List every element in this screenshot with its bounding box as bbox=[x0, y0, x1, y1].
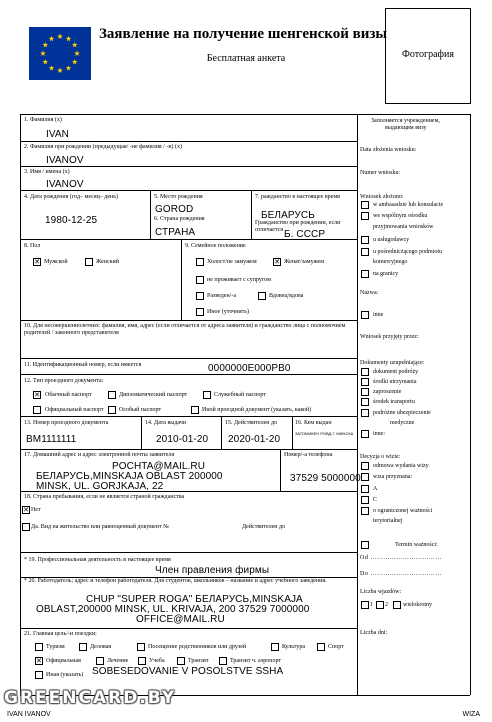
address-line1[interactable]: БЕЛАРУСЬ,MINSKAJA OBLAST 200000 bbox=[36, 471, 223, 482]
separated-checkbox[interactable] bbox=[196, 276, 204, 284]
field1-label: 1. Фамилия (x) bbox=[24, 117, 62, 123]
decision-opt5: o ograniczonej ważności bbox=[373, 508, 433, 514]
email-input[interactable]: POCHTA@MAIL.RU bbox=[112, 461, 206, 472]
field7-label: 7. ражданство в настоящее время bbox=[255, 194, 340, 200]
phone-label: Номер/-а телефона bbox=[284, 452, 333, 458]
doc-opt2: środki utrzymania bbox=[373, 379, 417, 385]
entries-label: Liczba wjazdów: bbox=[360, 589, 402, 595]
id-number-input[interactable]: 0000000E000PB0 bbox=[208, 363, 291, 374]
birth-country-input[interactable]: СТРАНА bbox=[155, 227, 196, 238]
field6-label: 6. Страна рождения bbox=[154, 216, 205, 222]
doc-invitation-checkbox[interactable] bbox=[361, 388, 369, 396]
field15-label: 15. Действителен до bbox=[225, 420, 278, 426]
decision-label: Decyzja o wizie: bbox=[360, 454, 401, 460]
filed-opt3: przyjmowania wniosków bbox=[373, 224, 434, 230]
no-residence-label: Нет bbox=[31, 507, 41, 513]
divorced-checkbox[interactable] bbox=[196, 292, 204, 300]
filed-opt1: w ambasadzie lub konsulacie bbox=[373, 202, 444, 208]
validity-to[interactable]: Do …………………………… bbox=[360, 571, 442, 577]
purpose-other-input[interactable]: SOBESEDOVANIE V POSOLSTVE SSHA bbox=[92, 666, 284, 677]
special-passport-checkbox[interactable] bbox=[108, 406, 116, 414]
watermark: GREENCARD.BY bbox=[4, 688, 177, 708]
filed-border-checkbox[interactable] bbox=[361, 270, 369, 278]
flag-star-icon bbox=[42, 42, 48, 47]
yes-residence-label: Да. Вид на жительство или равноценный документ № bbox=[31, 524, 169, 530]
decision-opt2: wiza przyznana: bbox=[373, 474, 413, 480]
official-passport-label: Официальный паспорт bbox=[45, 407, 104, 413]
citizenship-input[interactable]: БЕЛАРУСЬ bbox=[261, 210, 315, 221]
field14-label: 14. Дата выдачи bbox=[145, 420, 187, 426]
filed-opt6: komercyjnego bbox=[373, 259, 408, 265]
col-line bbox=[150, 190, 151, 239]
doc-opt7: inne: bbox=[373, 431, 385, 437]
purpose-medical-label: Лечение bbox=[107, 658, 129, 664]
decision-refused-checkbox[interactable] bbox=[361, 462, 369, 470]
purpose-sport-checkbox[interactable] bbox=[317, 643, 325, 651]
photo-box[interactable] bbox=[385, 8, 471, 104]
doc-opt5: podróżne ubezpieczenie bbox=[373, 410, 431, 416]
purpose-medical-checkbox[interactable] bbox=[96, 657, 104, 665]
doc-insurance-checkbox[interactable] bbox=[361, 409, 369, 417]
row-line bbox=[20, 320, 357, 321]
separated-label: не проживает с супругом bbox=[207, 277, 271, 283]
field12-label: 12. Тип проездного документа: bbox=[24, 378, 104, 384]
flag-star-icon bbox=[57, 68, 63, 73]
diplomatic-passport-label: Дипломатический паспорт bbox=[119, 392, 188, 398]
decision-opt3: A bbox=[373, 486, 378, 492]
field5-label: 5. Место рождения bbox=[154, 194, 203, 200]
purpose-visit-checkbox[interactable] bbox=[137, 643, 145, 651]
decision-opt4: C bbox=[373, 497, 378, 503]
field10-label: 10. Для несовершеннолетних: фамилия, имя, адрес (если отличается от адреса заявителя) и гражданство лица с полномочием родителей / законного представителя bbox=[24, 323, 346, 336]
row-line bbox=[20, 552, 357, 553]
field21-label: 21. Главная цель/-и поездки: bbox=[24, 631, 97, 637]
widowed-label: Вдовец/вдова bbox=[269, 293, 304, 299]
purpose-tourism-label: Туризм bbox=[46, 644, 65, 650]
purpose-culture-checkbox[interactable] bbox=[271, 643, 279, 651]
filed-label: Wniosek złożono: bbox=[360, 194, 404, 200]
male-checkbox[interactable]: ✕ bbox=[34, 258, 40, 266]
flag-star-icon bbox=[49, 65, 55, 70]
purpose-airport-transit-label: Транзит ч. аэропорт bbox=[230, 658, 282, 664]
visa-a-checkbox[interactable] bbox=[361, 485, 369, 493]
field2-label: 2. Фамилия при рождении (предыдущая/ -ие фамилия / -и) (x) bbox=[24, 144, 183, 150]
photo-label: Фотография bbox=[402, 49, 454, 60]
phone-input[interactable]: 37529 5000000 bbox=[290, 473, 361, 484]
inne-label: inne bbox=[373, 312, 384, 318]
field9-label: 9. Семейное положение bbox=[185, 243, 246, 249]
purpose-transit-checkbox[interactable] bbox=[177, 657, 185, 665]
field11-label: 11. Идентификационный номер, если имеется bbox=[24, 362, 142, 368]
official-head1: Заполняется учреждением, bbox=[371, 118, 440, 124]
field7-label2: Гражданство при рождении, если отличается bbox=[255, 220, 341, 233]
decision-opt1: odmowa wydania wizy bbox=[373, 463, 429, 469]
no-residence-checkbox[interactable]: ✕ bbox=[23, 506, 29, 514]
filed-embassy-checkbox[interactable] bbox=[361, 201, 369, 209]
employer-line3[interactable]: OFFICE@MAIL.RU bbox=[136, 614, 225, 625]
col-line bbox=[280, 449, 281, 491]
frame-left bbox=[20, 114, 21, 695]
purpose-other-label: Иная (указать) bbox=[46, 672, 84, 678]
row-line bbox=[20, 190, 357, 191]
ordinary-passport-label: Обычный паспорт bbox=[45, 392, 92, 398]
field13-label: 13. Номер проездного документа bbox=[24, 420, 109, 426]
purpose-business-checkbox[interactable] bbox=[79, 643, 87, 651]
row-line bbox=[20, 449, 357, 450]
purpose-tourism-checkbox[interactable] bbox=[35, 643, 43, 651]
other-status-checkbox[interactable] bbox=[196, 308, 204, 316]
filed-other-checkbox[interactable] bbox=[361, 311, 369, 319]
residence-valid-label: Действителен до bbox=[242, 524, 286, 530]
field20-label: * 20. Работодатель; адрес и телефон работодателя. Для студентов, школьников – название и адрес учебного заведения. bbox=[24, 578, 327, 584]
days-label: Liczba dni: bbox=[360, 630, 388, 636]
footer-name: IVAN IVANOV bbox=[7, 711, 51, 718]
other-document-checkbox[interactable] bbox=[191, 406, 199, 414]
filed-opt7: na granicy bbox=[373, 271, 399, 277]
validity-checkbox[interactable] bbox=[361, 541, 369, 549]
single-label: Холост/не замужем bbox=[207, 259, 257, 265]
birth-surname-input[interactable]: IVANOV bbox=[46, 155, 84, 166]
row-line bbox=[20, 358, 357, 359]
field4-label: 4. Дата рождения (год– месяц– день) bbox=[24, 194, 118, 200]
diplomatic-passport-checkbox[interactable] bbox=[108, 391, 116, 399]
field8-label: 8. Пол bbox=[24, 243, 41, 249]
divorced-label: Разведен/-а bbox=[207, 293, 237, 299]
married-label: Женат/замужем bbox=[284, 259, 325, 265]
given-name-input[interactable]: IVANOV bbox=[46, 179, 84, 190]
purpose-other-checkbox[interactable] bbox=[35, 671, 43, 679]
frame-top bbox=[20, 114, 470, 115]
row-line bbox=[20, 166, 357, 167]
col-line bbox=[221, 416, 222, 449]
purpose-study-label: Учеба bbox=[149, 658, 165, 664]
flag-star-icon bbox=[57, 34, 63, 39]
birth-place-input[interactable]: GOROD bbox=[155, 204, 194, 215]
purpose-airport-transit-checkbox[interactable] bbox=[219, 657, 227, 665]
filed-provider-checkbox[interactable] bbox=[361, 236, 369, 244]
flag-star-icon bbox=[49, 36, 55, 41]
service-passport-checkbox[interactable] bbox=[203, 391, 211, 399]
purpose-sport-label: Спорт bbox=[328, 644, 344, 650]
purpose-official-label: Официальная bbox=[46, 658, 81, 664]
service-passport-label: Служебный паспорт bbox=[214, 392, 266, 398]
doc-means-checkbox[interactable] bbox=[361, 378, 369, 386]
surname-input[interactable]: IVAN bbox=[46, 129, 69, 140]
doc-opt4: środek transportu bbox=[373, 399, 415, 405]
received-label: Wniosek przyjęty przez: bbox=[360, 334, 419, 340]
purpose-study-checkbox[interactable] bbox=[138, 657, 146, 665]
col-line bbox=[292, 416, 293, 449]
field18-label: 18. Страна пребывания, если не является страной гражданства bbox=[24, 494, 185, 500]
married-checkbox[interactable]: ✕ bbox=[274, 258, 280, 266]
page-subtitle: Бесплатная анкета bbox=[206, 53, 286, 64]
official-head2: выдающим визу bbox=[385, 125, 427, 131]
entries-multi-checkbox[interactable] bbox=[393, 601, 401, 609]
row-line bbox=[20, 374, 357, 375]
entries-1-label: 1 bbox=[370, 602, 373, 608]
docs-label: Dokumenty uzupełniające: bbox=[360, 360, 425, 366]
visa-c-checkbox[interactable] bbox=[361, 496, 369, 504]
passport-number-input[interactable]: BM1111111 bbox=[26, 434, 77, 445]
male-label: Мужской bbox=[44, 259, 68, 265]
single-checkbox[interactable] bbox=[196, 258, 204, 266]
issued-by-input[interactable]: ЗАТОМИКЕН РОВД Г. МИНСКА bbox=[295, 431, 354, 436]
ordinary-passport-checkbox[interactable]: ✕ bbox=[34, 391, 40, 399]
female-checkbox[interactable] bbox=[85, 258, 93, 266]
occupation-input[interactable]: Член правления фирмы bbox=[155, 565, 270, 576]
field3-label: 3. Имя / имена (x) bbox=[24, 169, 70, 175]
expiry-date-input[interactable]: 2020-01-20 bbox=[228, 434, 281, 445]
flag-star-icon bbox=[72, 42, 78, 47]
decision-issued-checkbox[interactable] bbox=[361, 473, 369, 481]
widowed-checkbox[interactable] bbox=[258, 292, 266, 300]
field16-label: 16. Кем выдан bbox=[295, 420, 332, 426]
birth-date-input[interactable]: 1980-12-25 bbox=[45, 215, 98, 226]
row-line bbox=[20, 628, 357, 629]
flag-star-icon bbox=[66, 36, 72, 41]
doc-opt3: zaproszenie bbox=[373, 389, 402, 395]
filed-opt5: u pośrednicżącego podmiotu bbox=[373, 249, 442, 255]
doc-travel-checkbox[interactable] bbox=[361, 368, 369, 376]
number-label: Numer wniosku: bbox=[360, 170, 401, 176]
filed-intermediary-checkbox[interactable] bbox=[361, 248, 369, 256]
page-title: Заявление на получение шенгенской визы bbox=[99, 26, 388, 42]
purpose-transit-label: Транзит bbox=[188, 658, 209, 664]
entries-multi-label: wielokrotny bbox=[403, 602, 432, 608]
purpose-culture-label: Культура bbox=[282, 644, 305, 650]
female-label: Женский bbox=[96, 259, 119, 265]
doc-other-checkbox[interactable] bbox=[361, 430, 369, 438]
footer-doc-type: WIZA bbox=[462, 711, 480, 718]
validity-from[interactable]: Od …………………………… bbox=[360, 555, 442, 561]
employer-line1[interactable]: CHUP "SUPER ROGA" БЕЛАРУСЬ,MINSKAJA bbox=[86, 594, 303, 605]
validity-label: Termin ważności: bbox=[395, 542, 438, 548]
yes-residence-checkbox[interactable] bbox=[22, 523, 30, 531]
other-status-label: Иное (уточнить) bbox=[207, 309, 249, 315]
purpose-visit-label: Посещение родственников или друзей bbox=[148, 644, 247, 650]
doc-opt1: dokument podróży bbox=[373, 369, 419, 375]
employer-line2[interactable]: OBLAST,200000 MINSK, UL. KRIVAJA, 200 37529 7000000 bbox=[36, 604, 310, 615]
field19-label: * 19. Профессиональная деятельность в настоящее время bbox=[24, 557, 171, 563]
visa-ltv-checkbox[interactable] bbox=[361, 507, 369, 515]
col-line bbox=[141, 416, 142, 449]
field17-label: 17. Домашний адрес и адрес электронной почты заявителя bbox=[24, 452, 175, 458]
flag-star-icon bbox=[66, 65, 72, 70]
frame-divider bbox=[357, 114, 358, 695]
name-label: Nazwa: bbox=[360, 290, 379, 296]
purpose-official-checkbox[interactable]: ✕ bbox=[36, 657, 42, 665]
filed-opt2: we wspólnym ośrodku bbox=[373, 213, 428, 219]
entries-2-label: 2 bbox=[385, 602, 388, 608]
filed-center-checkbox[interactable] bbox=[361, 212, 369, 220]
purpose-business-label: Деловая bbox=[90, 644, 111, 650]
official-passport-checkbox[interactable] bbox=[33, 406, 41, 414]
entries-2-checkbox[interactable] bbox=[376, 601, 384, 609]
entries-1-checkbox[interactable] bbox=[361, 601, 369, 609]
special-passport-label: Особый паспорт bbox=[119, 407, 162, 413]
frame-right bbox=[470, 114, 471, 695]
date-label: Data złożenia wniosku: bbox=[360, 147, 417, 153]
doc-transport-checkbox[interactable] bbox=[361, 398, 369, 406]
issue-date-input[interactable]: 2010-01-20 bbox=[156, 434, 209, 445]
col-line bbox=[251, 190, 252, 239]
filed-opt4: u usługodawcy bbox=[373, 237, 410, 243]
col-line bbox=[181, 239, 182, 320]
other-document-label: Иной проездной документ (указать, какой) bbox=[202, 407, 312, 413]
address-line2[interactable]: MINSK, UL. GORJKAJA, 22 bbox=[36, 481, 164, 492]
doc-opt6: medyczne bbox=[390, 420, 415, 426]
row-line bbox=[20, 141, 357, 142]
row-line bbox=[20, 416, 357, 417]
decision-opt6: terytorialnej bbox=[373, 518, 403, 524]
birth-citizenship-input[interactable]: Б. СССР bbox=[284, 229, 326, 240]
